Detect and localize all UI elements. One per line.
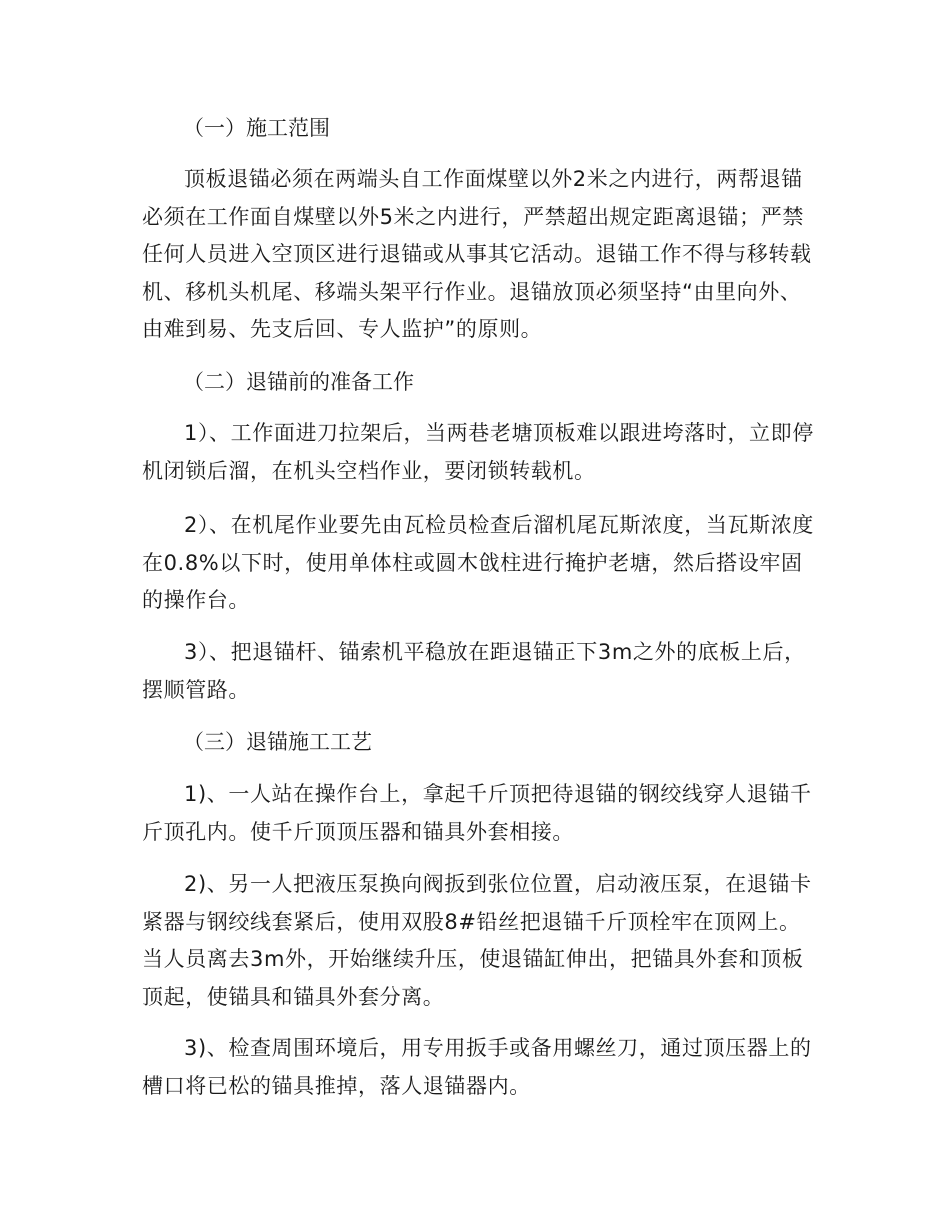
paragraph-preparation-2: 2）、在机尾作业要先由瓦检员检查后溜机尾瓦斯浓度，当瓦斯浓度在0.8%以下时，使用单体柱或圆木戗柱进行掩护老塘，然后搭设牢固的操作台。: [142, 513, 814, 612]
section-heading-scope: （一）施工范围: [183, 116, 330, 140]
paragraph-preparation-1: 1）、工作面进刀拉架后，当两巷老塘顶板难以跟进垮落时，立即停机闭锁后溜，在机头空档作业，要闭锁转载机。: [142, 421, 814, 483]
section-heading-preparation: （二）退锚前的准备工作: [183, 370, 414, 394]
paragraph-process-2: 2)、另一人把液压泵换向阀扳到张位位置，启动液压泵，在退锚卡紧器与钢绞线套紧后，使用双股8#铅丝把退锚千斤顶栓牢在顶网上。当人员离去3m外，开始继续升压，使退锚缸伸出，把锚具外套和顶板顶起，使锚具和锚具外套分离。: [142, 872, 812, 1009]
paragraph-process-1: 1)、一人站在操作台上，拿起千斤顶把待退锚的钢绞线穿人退锚千斤顶孔内。使千斤顶顶压器和锚具外套相接。: [142, 782, 812, 844]
paragraph-preparation-3: 3）、把退锚杆、锚索机平稳放在距退锚正下3m之外的底板上后，摆顺管路。: [142, 640, 806, 702]
paragraph-process-3: 3)、检查周围环境后，用专用扳手或备用螺丝刀，通过顶压器上的槽口将已松的锚具推掉，落人退锚器内。: [142, 1036, 812, 1098]
section-heading-process: （三）退锚施工工艺: [183, 730, 372, 754]
paragraph-scope: 顶板退锚必须在两端头自工作面煤壁以外2米之内进行，两帮退锚必须在工作面自煤壁以外5米之内进行，严禁超出规定距离退锚；严禁任何人员进入空顶区进行退锚或从事其它活动。退锚工作不得与移转载机、移机头机尾、移端头架平行作业。退锚放顶必须坚持“由里向外、由难到易、先支后回、专人监护”的原则。: [142, 167, 812, 341]
